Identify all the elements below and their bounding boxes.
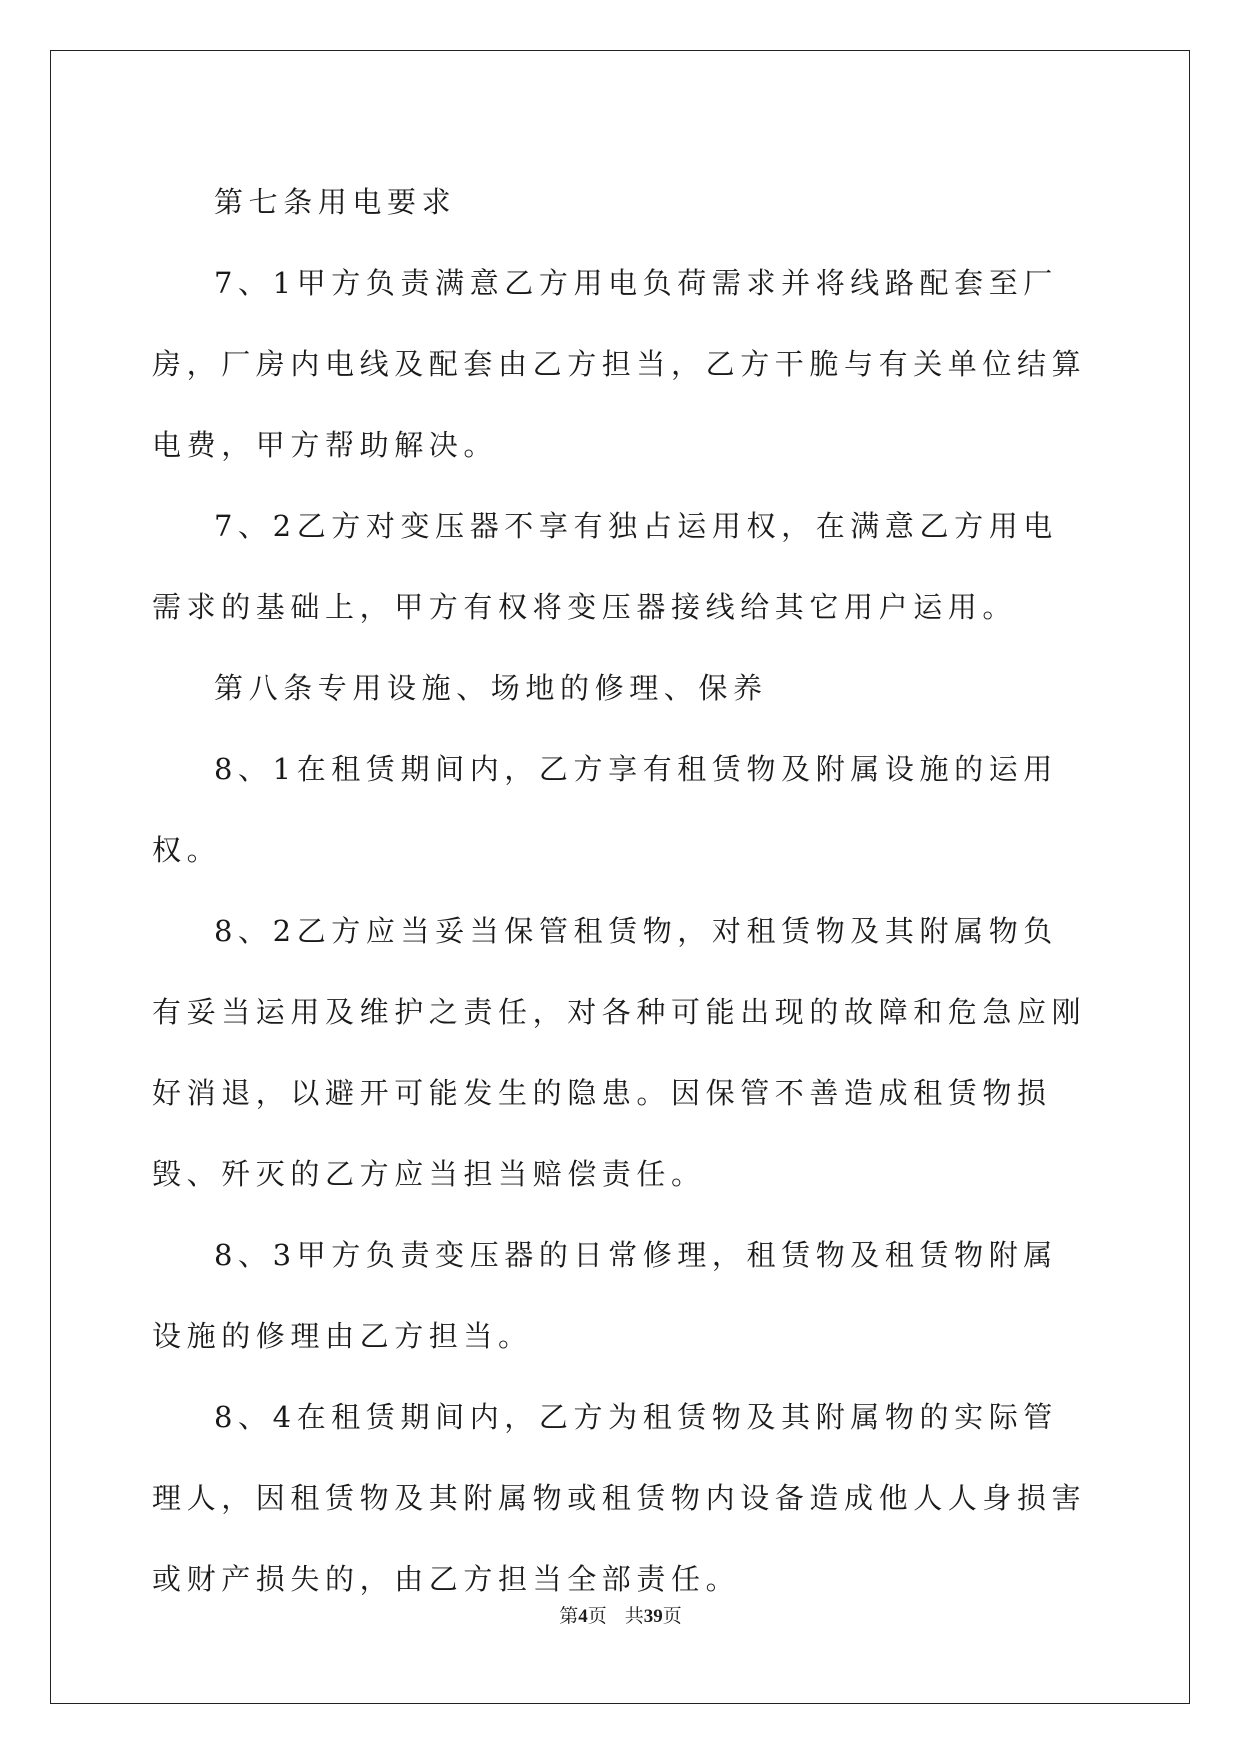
clause-8-4: 8、4在租赁期间内，乙方为租赁物及其附属物的实际管理人，因租赁物及其附属物或租赁物内设备造成他人人身损害或财产损失的，由乙方担当全部责任。 — [152, 1400, 1087, 1596]
total-suffix: 页 — [662, 1605, 682, 1627]
page-number: 4 — [578, 1606, 588, 1627]
document-body — [152, 162, 1088, 1620]
clause-8-2: 8、2乙方应当妥当保管租赁物，对租赁物及其附属物负有妥当运用及维护之责任，对各种可能出现的故障和危急应刚好消退，以避开可能发生的隐患。因保管不善造成租赁物损毁、歼灭的乙方应当担当赔偿责任。 — [152, 914, 1087, 1191]
clause-8-1: 8、1在租赁期间内，乙方享有租赁物及附属设施的运用权。 — [152, 752, 1058, 867]
page-suffix: 页 — [587, 1605, 607, 1627]
clause-7-1: 7、1甲方负责满意乙方用电负荷需求并将线路配套至厂房，厂房内电线及配套由乙方担当，乙方干脆与有关单位结算电费，甲方帮助解决。 — [152, 266, 1087, 462]
clause-8-3: 8、3甲方负责变压器的日常修理，租赁物及租赁物附属设施的修理由乙方担当。 — [152, 1238, 1058, 1353]
total-prefix: 共 — [624, 1605, 644, 1627]
page-footer — [0, 1601, 1241, 1628]
total-pages: 39 — [643, 1606, 663, 1627]
section-heading-article-8: 第八条专用设施、场地的修理、保养 — [214, 671, 768, 705]
section-heading-article-7: 第七条用电要求 — [214, 185, 457, 219]
page-prefix: 第 — [559, 1605, 579, 1627]
clause-7-2: 7、2乙方对变压器不享有独占运用权，在满意乙方用电需求的基础上，甲方有权将变压器接线给其它用户运用。 — [152, 509, 1058, 624]
